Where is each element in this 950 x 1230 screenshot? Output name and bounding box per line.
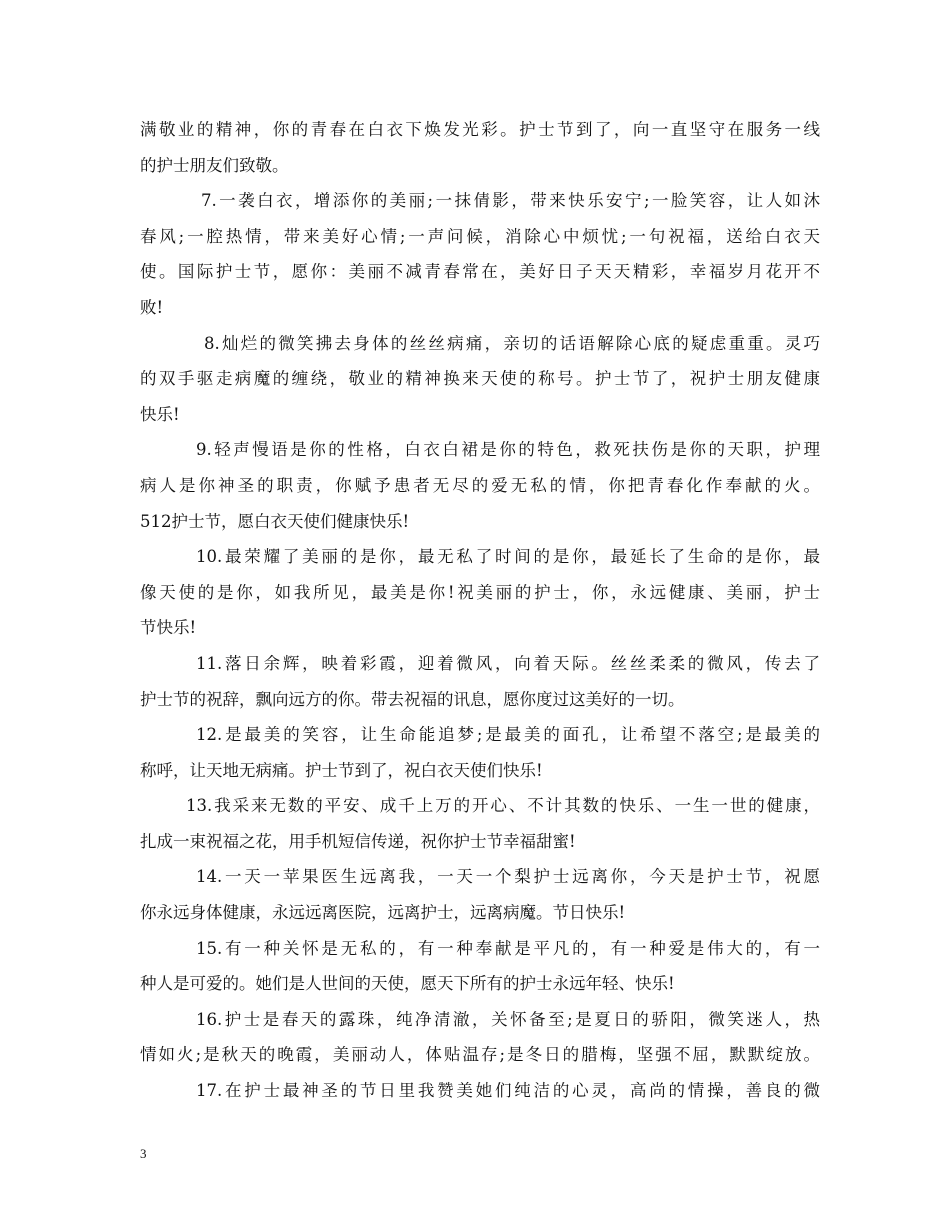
- text-line: 的护士朋友们致敬。: [140, 155, 289, 175]
- text-line: 512护士节，愿白衣天使们健康快乐!: [140, 511, 410, 531]
- paragraph-start-line: 15.有一种关怀是无私的，有一种奉献是平凡的，有一种爱是伟大的，有一: [196, 938, 820, 958]
- paragraph-start-line: 14.一天一苹果医生远离我，一天一个梨护士远离你，今天是护士节，祝愿: [196, 867, 820, 887]
- text-line: 种人是可爱的。她们是人世间的天使，愿天下所有的护士永远年轻、快乐!: [140, 974, 675, 994]
- text-line: 你永远身体健康，永远远离医院，远离护士，远离病魔。节日快乐!: [140, 903, 626, 923]
- paragraph-start-line: 12.是最美的笑容，让生命能追梦;是最美的面孔，让希望不落空;是最美的: [196, 725, 820, 745]
- paragraph-start-line: 16.护士是春天的露珠，纯净清澈，关怀备至;是夏日的骄阳，微笑迷人，热: [196, 1009, 820, 1029]
- text-line: 使。国际护士节，愿你：美丽不减青春常在，美好日子天天精彩，幸福岁月花开不: [140, 262, 820, 282]
- text-line: 护士节的祝辞，飘向远方的你。带去祝福的讯息，愿你度过这美好的一切。: [140, 689, 685, 709]
- paragraph-start-line: 7.一袭白衣，增添你的美丽;一抹倩影，带来快乐安宁;一脸笑容，让人如沐: [201, 191, 820, 211]
- text-line: 扎成一束祝福之花，用手机短信传递，祝你护士节幸福甜蜜!: [140, 831, 576, 851]
- text-line: 的双手驱走病魔的缠绕，敬业的精神换来天使的称号。护士节了，祝护士朋友健康: [140, 369, 820, 389]
- paragraph-start-line: 17.在护士最神圣的节日里我赞美她们纯洁的心灵，高尚的情操，善良的微: [196, 1081, 820, 1101]
- paragraph-start-line: 10.最荣耀了美丽的是你，最无私了时间的是你，最延长了生命的是你，最: [196, 547, 820, 567]
- text-line: 春风;一腔热情，带来美好心情;一声问候，消除心中烦忧;一句祝福，送给白衣天: [140, 226, 820, 246]
- paragraph-start-line: 8.灿烂的微笑拂去身体的丝丝病痛，亲切的话语解除心底的疑虑重重。灵巧: [204, 333, 820, 353]
- text-line: 称呼，让天地无病痛。护士节到了，祝白衣天使们快乐!: [140, 760, 543, 780]
- text-line: 节快乐!: [140, 618, 197, 638]
- text-line: 情如火;是秋天的晚霞，美丽动人，体贴温存;是冬日的腊梅，坚强不屈，默默绽放。: [140, 1045, 820, 1065]
- text-line: 败!: [140, 297, 164, 317]
- paragraph-start-line: 9.轻声慢语是你的性格，白衣白裙是你的特色，救死扶伤是你的天职，护理: [196, 440, 820, 460]
- paragraph-start-line: 11.落日余辉，映着彩霞，迎着微风，向着天际。丝丝柔柔的微风，传去了: [196, 653, 820, 673]
- text-line: 快乐!: [140, 404, 180, 424]
- text-line: 像天使的是你，如我所见，最美是你!祝美丽的护士，你，永远健康、美丽，护士: [140, 582, 820, 602]
- page-number: 3: [140, 1146, 147, 1161]
- text-line: 满敬业的精神，你的青春在白衣下焕发光彩。护士节到了，向一直坚守在服务一线: [140, 120, 820, 139]
- paragraph-start-line: 13.我采来无数的平安、成千上万的开心、不计其数的快乐、一生一世的健康，: [186, 796, 820, 816]
- document-body: [140, 112, 820, 1109]
- text-line: 病人是你神圣的职责，你赋予患者无尽的爱无私的情，你把青春化作奉献的火。: [140, 475, 820, 495]
